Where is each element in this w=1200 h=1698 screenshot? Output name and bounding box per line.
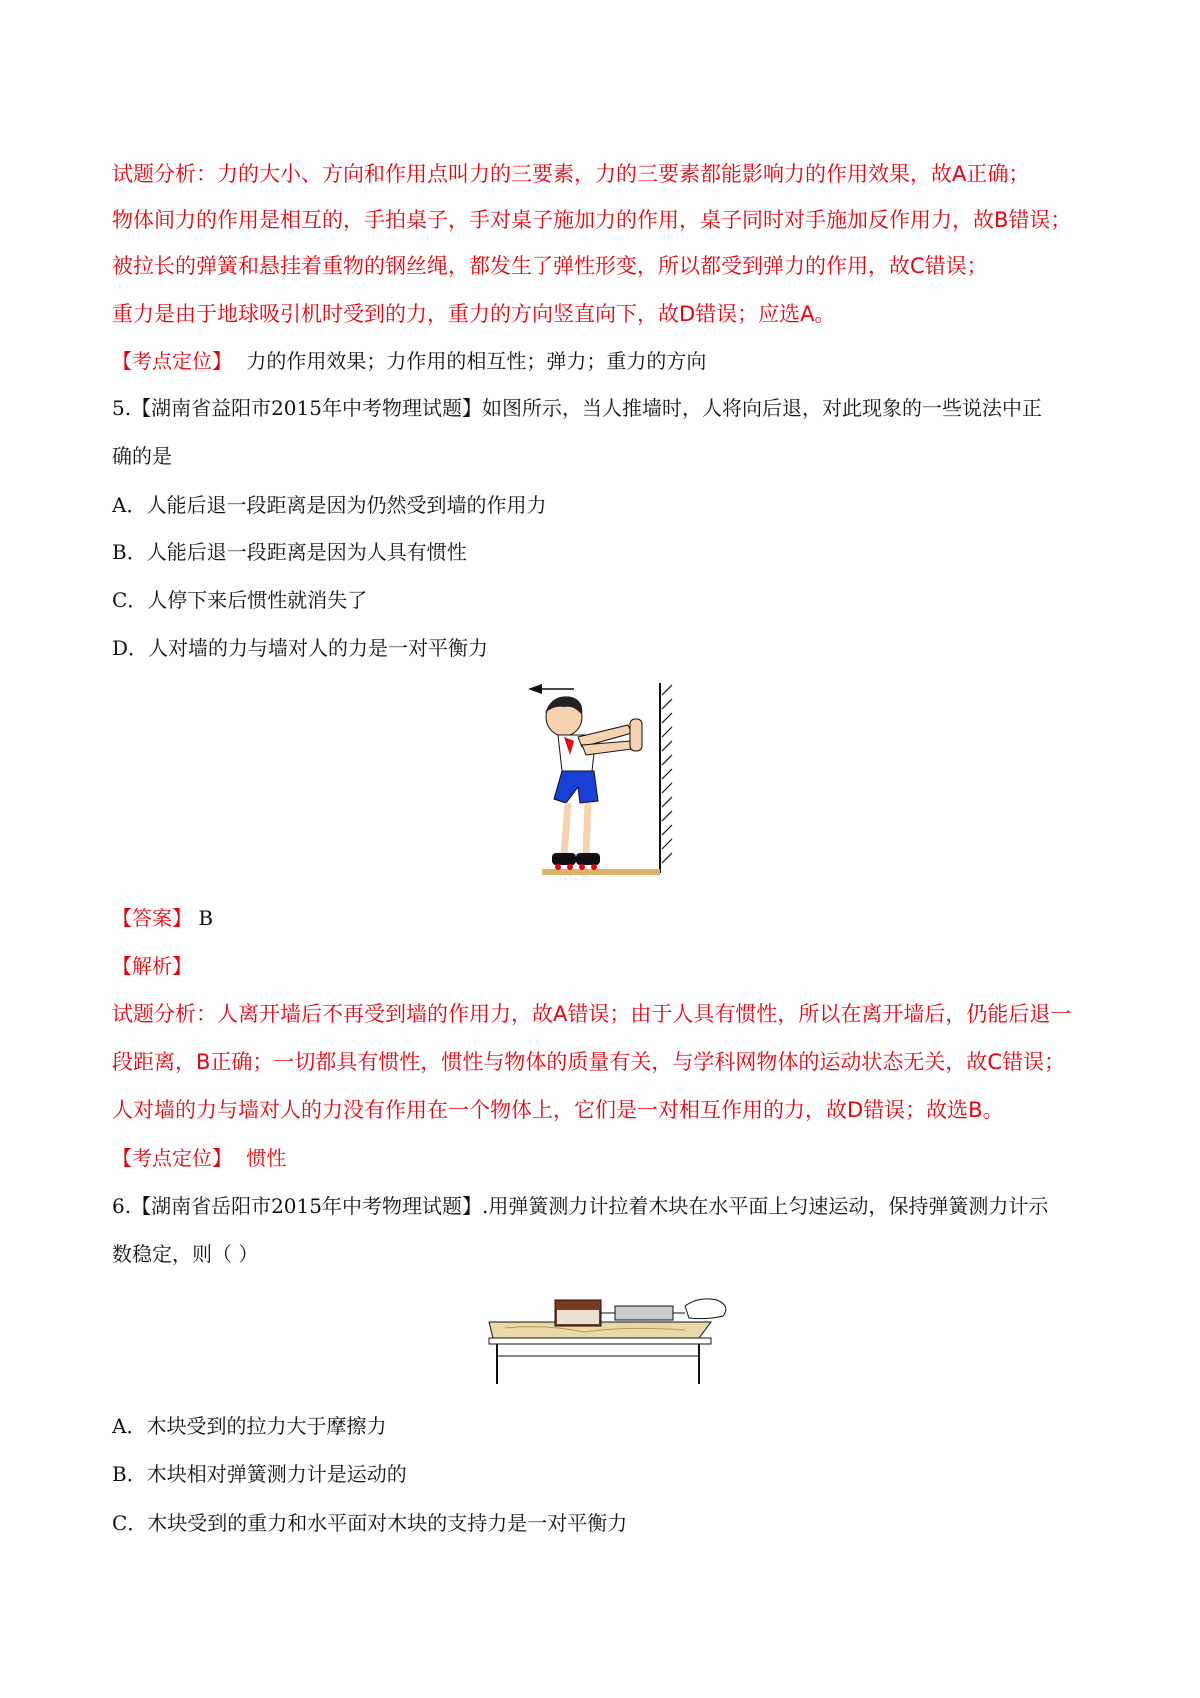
analysis-line: 试题分析：人离开墙后不再受到墙的作用力，故A错误；由于人具有惯性，所以在离开墙后，仍能后退一 — [112, 1002, 1072, 1026]
person-pushing-wall-figure — [512, 675, 702, 880]
analysis-line: 段距离，B正确；一切都具有惯性，惯性与物体的质量有关，与学科网物体的运动状态无关，故C错误； — [112, 1050, 1066, 1074]
q6-stem: 6.【湖南省岳阳市2015年中考物理试题】.用弹簧测力计拉着木块在水平面上匀速运动，保持弹簧测力计示 — [112, 1194, 1049, 1218]
q5-option-a: A．人能后退一段距离是因为仍然受到墙的作用力 — [112, 493, 547, 517]
jiexi-label: 【解析】 — [112, 954, 192, 978]
kaodian-row — [112, 1142, 286, 1171]
analysis-line: 试题分析：力的大小、方向和作用点叫力的三要素，力的三要素都能影响力的作用效果，故A正确； — [112, 162, 1030, 186]
spring-scale-block-figure — [485, 1282, 740, 1387]
q6-option-a: A．木块受到的拉力大于摩擦力 — [112, 1414, 387, 1438]
answer-row — [112, 902, 213, 931]
q5-option-c: C．人停下来后惯性就消失了 — [112, 588, 368, 612]
analysis-line: 被拉长的弹簧和悬挂着重物的钢丝绳，都发生了弹性形变，所以都受到弹力的作用，故C错误； — [112, 254, 988, 278]
q5-option-d: D．人对墙的力与墙对人的力是一对平衡力 — [112, 636, 489, 660]
arrow-head — [528, 684, 542, 694]
kaodian-text: 惯性 — [246, 1146, 287, 1170]
q5-option-b: B．人能后退一段距离是因为人具有惯性 — [112, 540, 467, 564]
q6-option-c: C．木块受到的重力和水平面对木块的支持力是一对平衡力 — [112, 1511, 628, 1535]
answer-value: B — [198, 906, 214, 930]
answer-label: 【答案】 — [112, 906, 192, 930]
q5-stem-cont: 确的是 — [112, 444, 172, 468]
q6-stem-cont: 数稳定，则（ ） — [112, 1242, 259, 1266]
kaodian-label: 【考点定位】 — [112, 1146, 232, 1170]
kaodian-label: 【考点定位】 — [112, 349, 232, 373]
kaodian-row — [112, 345, 706, 374]
analysis-line: 物体间力的作用是相互的，手拍桌子，手对桌子施加力的作用，桌子同时对手施加反作用力，故B错误； — [112, 208, 1072, 232]
kaodian-text: 力的作用效果；力作用的相互性；弹力；重力的方向 — [246, 349, 707, 373]
q6-option-b: B．木块相对弹簧测力计是运动的 — [112, 1462, 407, 1486]
analysis-line: 重力是由于地球吸引机时受到的力，重力的方向竖直向下，故D错误；应选A。 — [112, 302, 836, 326]
q5-stem: 5.【湖南省益阳市2015年中考物理试题】如图所示，当人推墙时，人将向后退，对此现象的一些说法中正 — [112, 396, 1042, 420]
analysis-line: 人对墙的力与墙对人的力没有作用在一个物体上，它们是一对相互作用的力，故D错误；故选B。 — [112, 1098, 1004, 1122]
